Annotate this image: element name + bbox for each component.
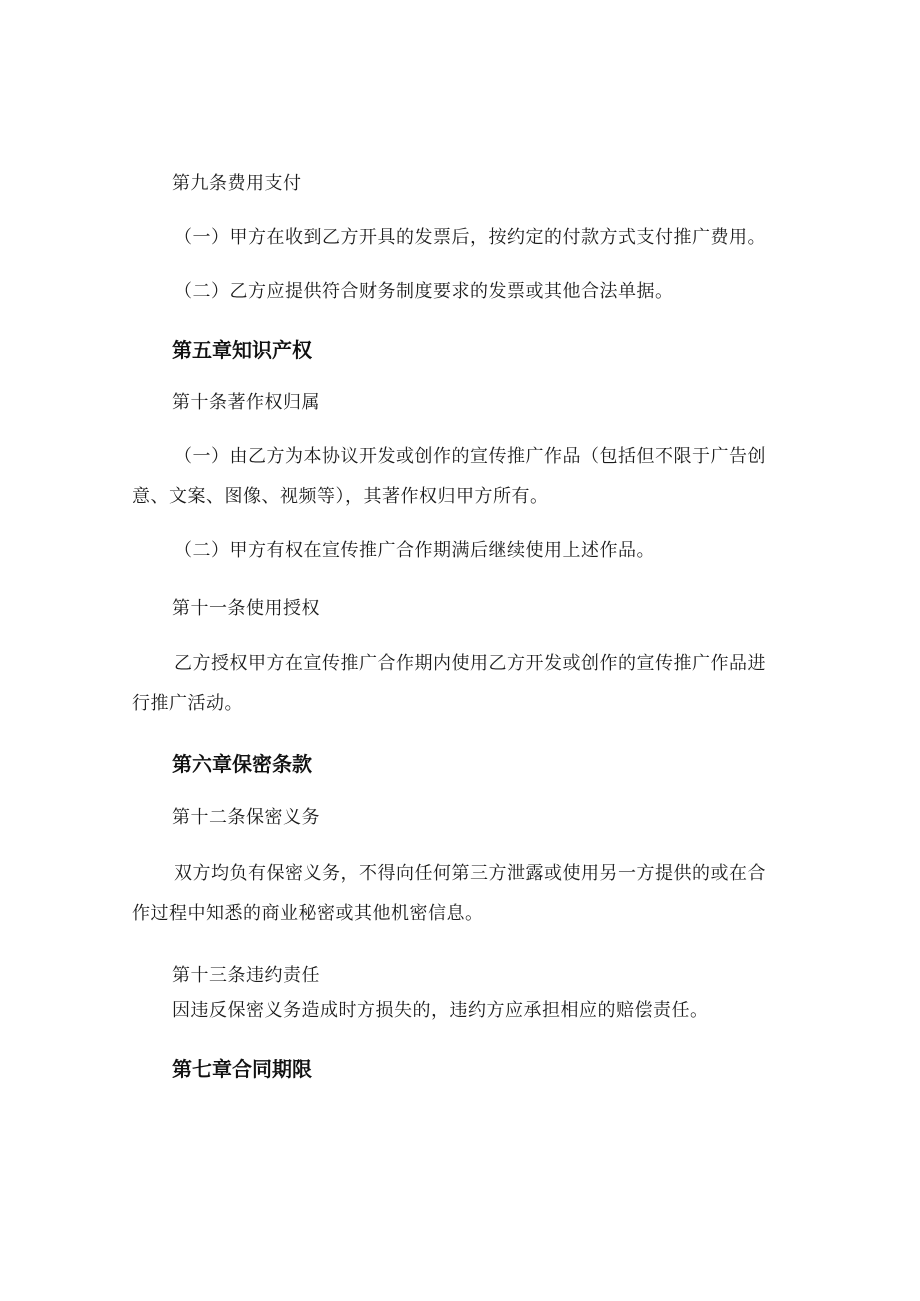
article-13-title: 第十三条违约责任 [172, 965, 320, 986]
chapter-5-heading: 第五章知识产权 [172, 338, 312, 362]
article-9-item-1: （一）甲方在收到乙方开具的发票后，按约定的付款方式支付推广费用。 [174, 227, 766, 248]
article-9-title: 第九条费用支付 [172, 173, 302, 194]
article-12-title: 第十二条保密义务 [172, 807, 320, 828]
article-12-body-line-1: 双方均负有保密义务，不得向任何第三方泄露或使用另一方提供的或在合 [174, 863, 766, 884]
article-9-item-2: （二）乙方应提供符合财务制度要求的发票或其他合法单据。 [174, 281, 674, 302]
article-10-item-2: （二）甲方有权在宣传推广合作期满后继续使用上述作品。 [174, 540, 655, 561]
article-11-title: 第十一条使用授权 [172, 598, 320, 619]
article-12-body-line-2: 作过程中知悉的商业秘密或其他机密信息。 [132, 903, 484, 924]
chapter-7-heading: 第七章合同期限 [172, 1057, 312, 1081]
article-10-title: 第十条著作权归属 [172, 392, 320, 413]
article-13-body: 因违反保密义务造成时方损失的，违约方应承担相应的赔偿责任。 [172, 1000, 709, 1021]
article-10-item-1-line-1: （一）由乙方为本协议开发或创作的宣传推广作品（包括但不限于广告创 [174, 446, 766, 467]
article-11-body-line-1: 乙方授权甲方在宣传推广合作期内使用乙方开发或创作的宣传推广作品进 [174, 653, 766, 674]
chapter-6-heading: 第六章保密条款 [172, 752, 312, 776]
article-11-body-line-2: 行推广活动。 [132, 693, 243, 714]
article-10-item-1-line-2: 意、文案、图像、视频等），其著作权归甲方所有。 [132, 486, 549, 507]
